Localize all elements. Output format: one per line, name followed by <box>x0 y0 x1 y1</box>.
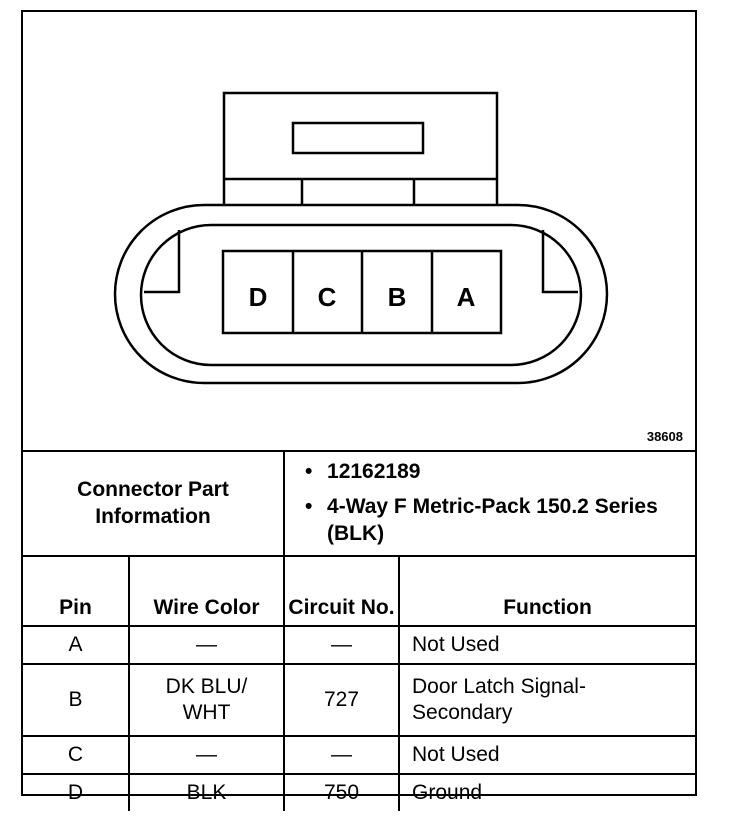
figure-id: 38608 <box>646 429 683 444</box>
header-wire-color: Wire Color <box>129 556 284 626</box>
function-cell: Not Used <box>399 736 695 774</box>
pinout-table <box>23 450 695 811</box>
part-info-label: Connector Part Information <box>23 450 284 556</box>
lock-tab-slot <box>293 123 423 153</box>
wire-color-cell: DK BLU/ WHT <box>129 664 284 736</box>
table-row <box>23 626 695 664</box>
pin-cell: C <box>23 736 129 774</box>
pin-cell: B <box>23 664 129 736</box>
function-cell: Door Latch Signal-Secondary <box>399 664 695 736</box>
connector-face-drawing <box>23 12 695 450</box>
wire-color-cell: BLK <box>129 774 284 811</box>
pin-cell: A <box>23 626 129 664</box>
circuit-cell: 750 <box>284 774 399 811</box>
circuit-cell: 727 <box>284 664 399 736</box>
wire-color-cell: — <box>129 736 284 774</box>
part-info-row <box>23 450 695 556</box>
circuit-cell: — <box>284 626 399 664</box>
pin-label-a: A <box>456 282 476 312</box>
table-row <box>23 774 695 811</box>
function-cell: Not Used <box>399 626 695 664</box>
pin-label-c: C <box>317 282 337 312</box>
pin-label-b: B <box>387 282 407 312</box>
connector-sheet <box>21 10 697 804</box>
circuit-cell: — <box>284 736 399 774</box>
header-circuit-no: Circuit No. <box>284 556 399 626</box>
connector-diagram <box>23 12 695 452</box>
pin-label-d: D <box>248 282 268 312</box>
part-description: • 4-Way F Metric-Pack 150.2 Series (BLK) <box>327 493 695 547</box>
table-row <box>23 736 695 774</box>
table-row <box>23 664 695 736</box>
header-function: Function <box>399 556 695 626</box>
function-cell: Ground <box>399 774 695 811</box>
lock-tab-housing <box>224 93 497 207</box>
part-info-list <box>284 450 695 556</box>
pin-cell: D <box>23 774 129 811</box>
table-header-row <box>23 556 695 626</box>
header-pin: Pin <box>23 556 129 626</box>
part-number: • 12162189 <box>327 458 695 485</box>
wire-color-cell: — <box>129 626 284 664</box>
